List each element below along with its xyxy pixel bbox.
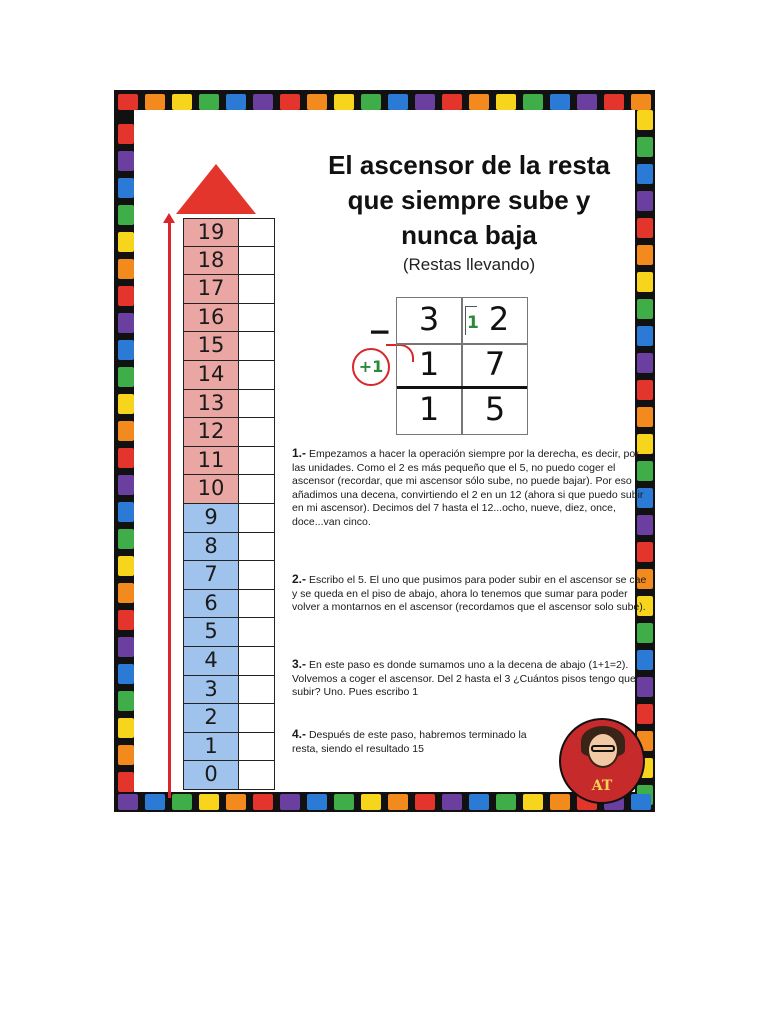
border-tile [637,623,653,643]
floor-number: 3 [184,676,239,704]
step-1-text: Empezamos a hacer la operación siempre por la derecha, es decir, por las unidades. Como el 2 es más pequeño que el 5, no puedo coger el ascensor (recordar, que mi ascensor sólo sube, no puede bajar). Por eso añadimos una decena, convirtiendo el 2 en un 12 (ahora si que puedo subir en mi ascensor). Decimos del 7 hasta el 12...ocho, nueve, diez, once, doce...van cinco. [292,448,644,528]
step-3-number: 3.- [292,657,307,671]
border-tile [118,583,134,603]
border-tile [118,772,134,792]
border-tile [334,794,354,810]
border-tile [415,94,435,110]
elevator-floors [183,218,275,790]
floor-row [183,247,275,276]
floor-number: 8 [184,533,239,561]
floor-number: 2 [184,704,239,732]
floor-number: 19 [184,219,239,246]
border-tile [118,178,134,198]
border-tile [172,794,192,810]
carry-circle: +1 [352,348,390,386]
border-tile [469,94,489,110]
border-tile [280,94,300,110]
page-title [284,148,654,253]
floor-blank-cell [239,504,274,532]
floor-row [183,275,275,304]
floor-blank-cell [239,676,274,704]
floor-row [183,332,275,361]
result-line [397,386,527,389]
step-3 [292,658,647,700]
border-tile [118,475,134,495]
minus-sign: − [368,315,392,348]
floor-number: 9 [184,504,239,532]
border-tile [118,259,134,279]
subtitle: (Restas llevando) [402,255,536,274]
border-tile [361,794,381,810]
floor-number: 12 [184,418,239,446]
border-tile [118,151,134,171]
border-tile [118,794,138,810]
border-tile [334,94,354,110]
border-tile [577,94,597,110]
floor-row [183,533,275,562]
border-tile [637,542,653,562]
floor-row [183,361,275,390]
step-4-number: 4.- [292,727,307,741]
floor-blank-cell [239,332,274,360]
border-tile [118,637,134,657]
border-tile [388,94,408,110]
elevator-up-arrow-icon [176,164,256,214]
border-tile [118,421,134,441]
floor-blank-cell [239,390,274,418]
border-tile [631,794,651,810]
shaft-line [168,220,171,798]
border-tile [637,110,653,130]
border-tile [118,367,134,387]
floor-blank-cell [239,618,274,646]
floor-row [183,418,275,447]
floor-number: 5 [184,618,239,646]
border-tile [118,745,134,765]
border-tile [118,124,134,144]
border-tile [496,94,516,110]
step-2-text: Escribo el 5. El uno que pusimos para poder subir en el ascensor se cae y se queda en el piso de abajo, ahora lo tenemos que sumar para poder volver a montarnos en el ascensor (recordamos que el ascensor solo sube). [292,574,647,614]
border-tile [307,94,327,110]
border-tile [637,704,653,724]
logo-label: AT [591,778,613,794]
step-2-number: 2.- [292,572,307,586]
floor-blank-cell [239,761,274,789]
border-tile [496,794,516,810]
border-tile [361,94,381,110]
floor-blank-cell [239,475,274,503]
floor-blank-cell [239,561,274,589]
border-tile [442,94,462,110]
border-tile [118,205,134,225]
middle-tens-digit: 1 [418,345,440,383]
floor-number: 1 [184,733,239,761]
border-tile [637,326,653,346]
border-tile [637,299,653,319]
floor-number: 17 [184,275,239,303]
top-units-digit: 2 [488,300,510,338]
floor-blank-cell [239,275,274,303]
step-4-text: Después de este paso, habremos terminado la resta, siendo el resultado 15 [292,729,527,755]
border-tile [550,794,570,810]
floor-blank-cell [239,533,274,561]
floor-blank-cell [239,304,274,332]
border-tile [637,407,653,427]
author-logo [559,718,645,804]
floor-number: 4 [184,647,239,675]
title-line-2: que siempre sube y [347,185,591,215]
floor-row [183,561,275,590]
border-tile [523,794,543,810]
floor-number: 14 [184,361,239,389]
floor-blank-cell [239,247,274,275]
border-tile [118,448,134,468]
border-tile [226,794,246,810]
borrow-digit: 1 [467,313,479,333]
floor-number: 15 [184,332,239,360]
floor-blank-cell [239,647,274,675]
border-tile [550,94,570,110]
floor-row [183,304,275,333]
poster-content [134,110,647,794]
border-tile [631,94,651,110]
border-tile [118,691,134,711]
poster [114,90,655,812]
floor-row [183,761,275,790]
floor-blank-cell [239,447,274,475]
result-units-digit: 5 [484,390,506,428]
border-tile [469,794,489,810]
floor-number: 11 [184,447,239,475]
floor-row [183,647,275,676]
border-tile [307,794,327,810]
step-1-number: 1.- [292,446,307,460]
floor-row [183,704,275,733]
border-tile [637,353,653,373]
title-line-3: nunca baja [401,220,537,250]
border-tile [388,794,408,810]
floor-row [183,504,275,533]
floor-blank-cell [239,704,274,732]
result-tens-digit: 1 [418,390,440,428]
border-tile [118,610,134,630]
border-tile [118,286,134,306]
floor-number: 0 [184,761,239,789]
border-tile [118,394,134,414]
border-tile [145,94,165,110]
border-tile [637,272,653,292]
border-tile [118,94,138,110]
floor-number: 18 [184,247,239,275]
glasses-icon [591,745,615,752]
border-tile [604,94,624,110]
border-tile [523,94,543,110]
border-tile [118,502,134,522]
border-tile [118,340,134,360]
step-4 [292,728,552,756]
floor-row [183,590,275,619]
border-tile [118,556,134,576]
floor-row [183,676,275,705]
border-tile [118,664,134,684]
border-tile [280,794,300,810]
floor-row [183,218,275,247]
border-tile [145,794,165,810]
floor-number: 10 [184,475,239,503]
floor-row [183,618,275,647]
floor-row [183,447,275,476]
step-1 [292,447,647,530]
top-tens-digit: 3 [418,300,440,338]
step-3-text: En este paso es donde sumamos uno a la decena de abajo (1+1=2). Volvemos a coger el ascensor. Del 2 hasta el 3 ¿Cuántos pisos tengo que subir? Uno. Pues escribo 1 [292,659,636,699]
floor-blank-cell [239,361,274,389]
border-tile [442,794,462,810]
border-tile [118,718,134,738]
middle-units-digit: 7 [484,345,506,383]
subtraction-grid [396,297,528,435]
border-tile [199,794,219,810]
floor-number: 13 [184,390,239,418]
floor-row [183,475,275,504]
border-tile [199,94,219,110]
border-tile [118,313,134,333]
floor-row [183,390,275,419]
border-tile [118,232,134,252]
step-2 [292,573,647,615]
floor-number: 16 [184,304,239,332]
border-tile [637,380,653,400]
floor-blank-cell [239,733,274,761]
border-tile [253,94,273,110]
floor-number: 6 [184,590,239,618]
border-tile [253,794,273,810]
floor-blank-cell [239,418,274,446]
border-tile [226,94,246,110]
floor-blank-cell [239,219,274,246]
border-tile [172,94,192,110]
title-line-1: El ascensor de la resta [328,150,610,180]
floor-row [183,733,275,762]
floor-number: 7 [184,561,239,589]
floor-blank-cell [239,590,274,618]
border-tile [415,794,435,810]
border-tile [118,529,134,549]
